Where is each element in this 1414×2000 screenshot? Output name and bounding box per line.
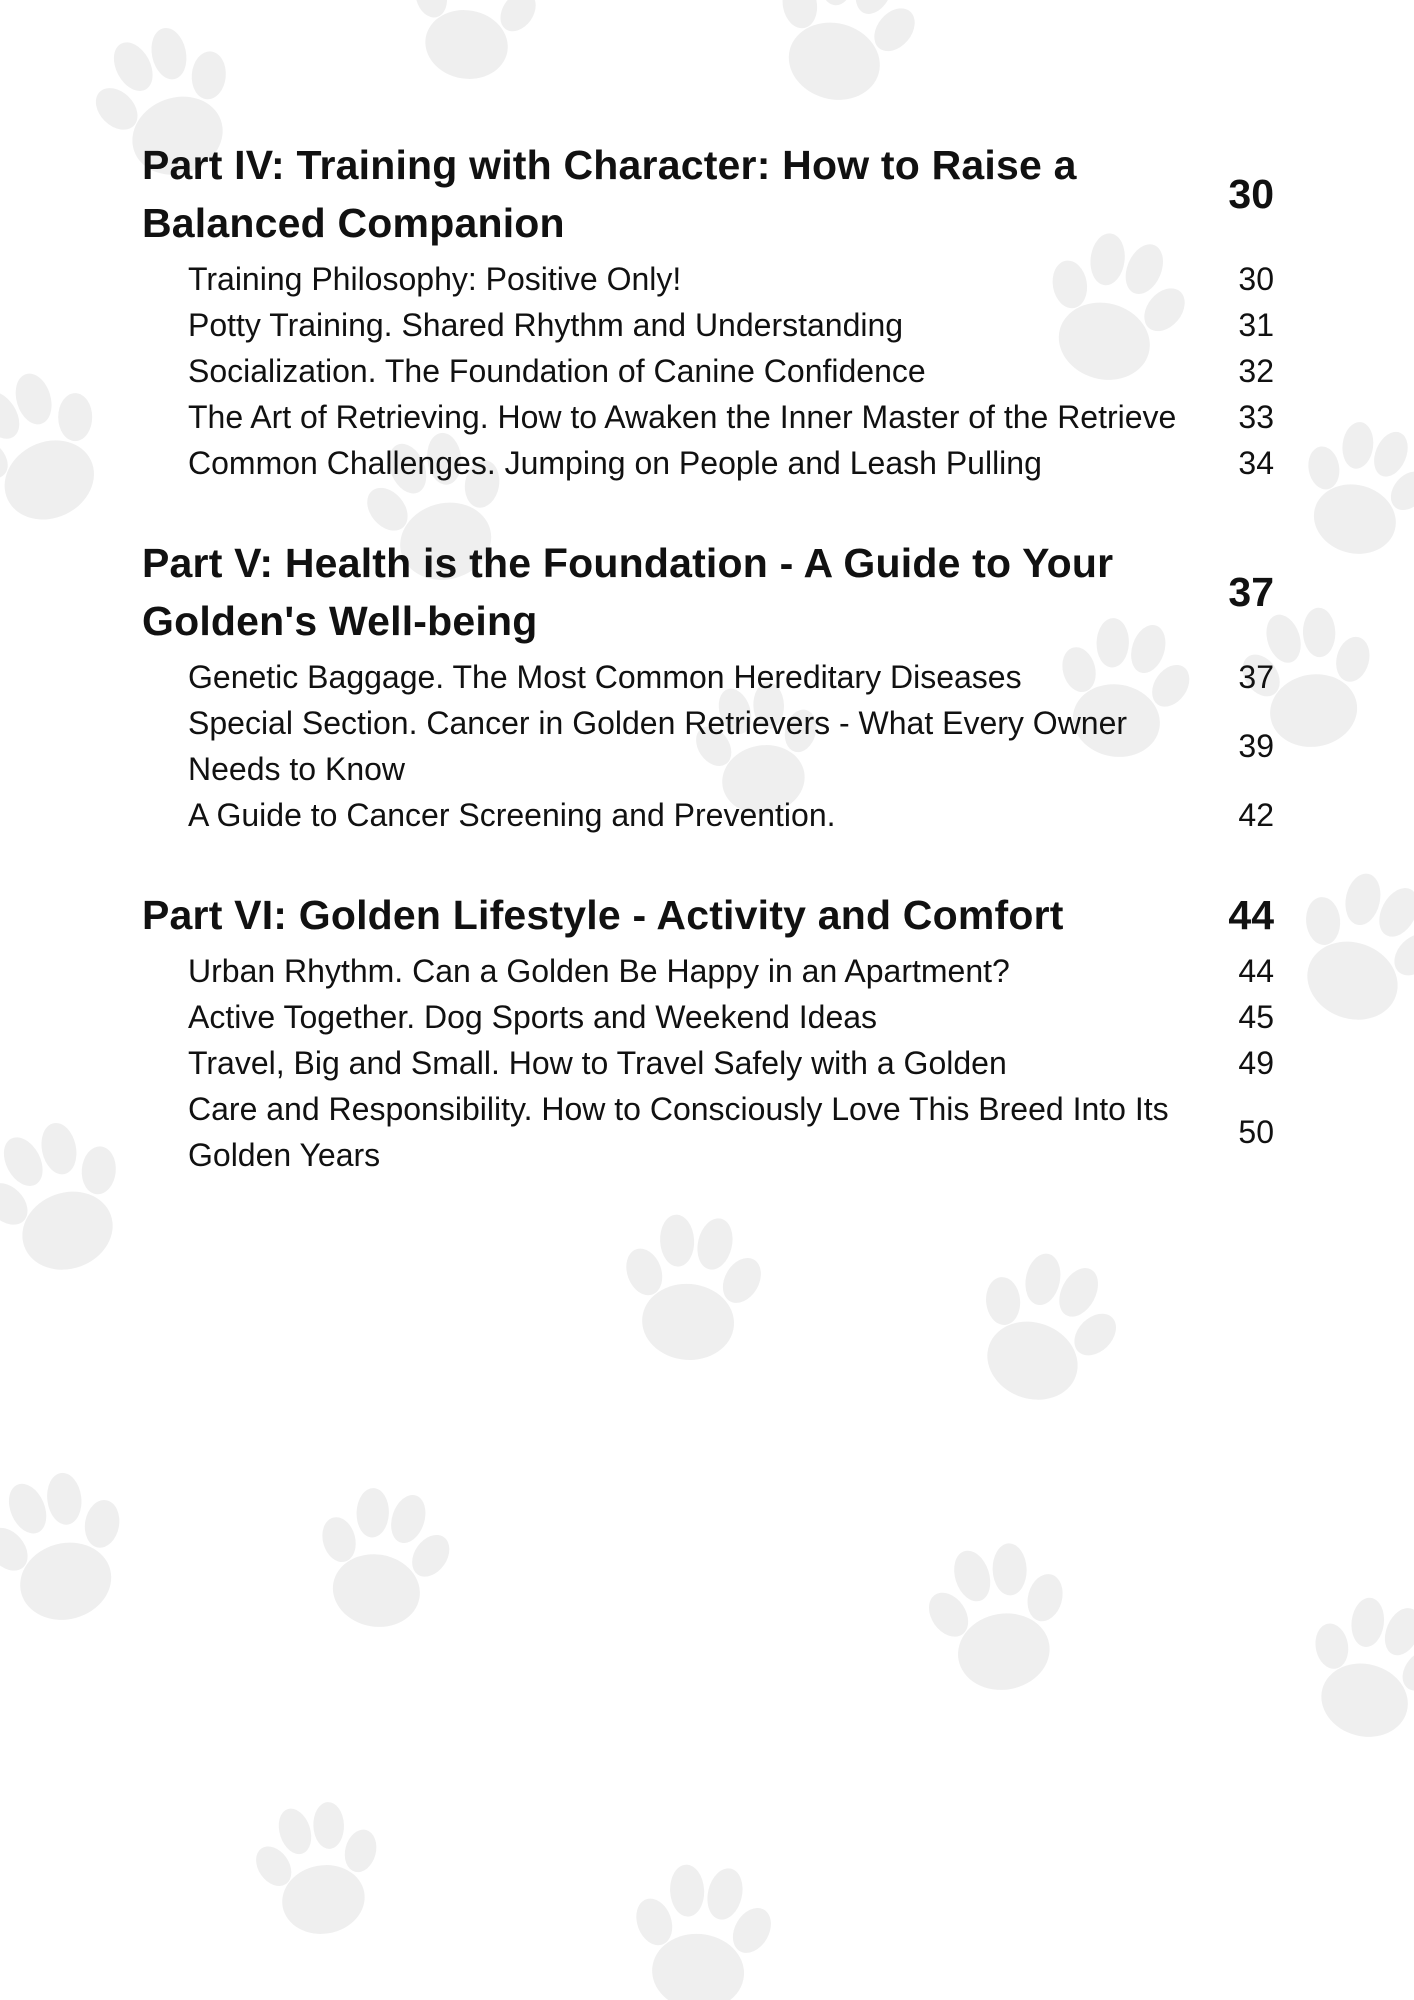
entry-title: The Art of Retrieving. How to Awaken the Inner Master of the Retrieve <box>188 399 1177 435</box>
toc-entry[interactable] <box>142 994 1274 1040</box>
toc-entry[interactable] <box>142 256 1274 302</box>
part-header[interactable] <box>142 136 1274 252</box>
toc-entry[interactable] <box>142 302 1274 348</box>
part-page-number: 44 <box>1228 892 1274 938</box>
toc-entry[interactable] <box>142 792 1274 838</box>
paw-print-icon <box>950 1234 1140 1422</box>
entry-page-number: 32 <box>1238 353 1274 389</box>
toc-part <box>142 534 1274 838</box>
entry-page-number: 30 <box>1238 261 1274 297</box>
entry-page-number: 44 <box>1238 953 1274 989</box>
paw-print-icon <box>1270 854 1414 1042</box>
toc-entry[interactable] <box>142 394 1274 440</box>
entry-title: Active Together. Dog Sports and Weekend Ideas <box>188 999 878 1035</box>
entry-title: Care and Responsibility. How to Consciously Love This Breed Into Its Golden Years <box>188 1091 1169 1173</box>
toc-entry[interactable] <box>142 948 1274 994</box>
paw-print-icon <box>0 1457 149 1637</box>
entry-title: Socialization. The Foundation of Canine Confidence <box>188 353 926 389</box>
entry-page-number: 39 <box>1238 728 1274 764</box>
entry-page-number: 37 <box>1238 659 1274 695</box>
entry-page-number: 49 <box>1238 1045 1274 1081</box>
entry-title: Training Philosophy: Positive Only! <box>188 261 682 297</box>
paw-print-icon <box>753 0 935 118</box>
part-page-number: 37 <box>1228 569 1274 615</box>
toc-entry[interactable] <box>142 654 1274 700</box>
toc-entry[interactable] <box>142 348 1274 394</box>
entry-title: A Guide to Cancer Screening and Prevention. <box>188 797 836 833</box>
part-header[interactable] <box>142 886 1274 944</box>
paw-print-icon <box>241 1792 396 1945</box>
entry-title: Potty Training. Shared Rhythm and Understanding <box>188 307 904 343</box>
paw-print-icon <box>612 1208 773 1367</box>
toc-entry[interactable] <box>142 700 1274 792</box>
part-title: Part IV: Training with Character: How to Raise a Balanced Companion <box>142 142 1077 246</box>
entry-page-number: 50 <box>1238 1114 1274 1150</box>
entry-page-number: 42 <box>1238 797 1274 833</box>
entry-title: Urban Rhythm. Can a Golden Be Happy in an Apartment? <box>188 953 1010 989</box>
entry-title: Travel, Big and Small. How to Travel Safely with a Golden <box>188 1045 1007 1081</box>
entry-page-number: 45 <box>1238 999 1274 1035</box>
paw-print-icon <box>0 350 134 545</box>
toc-part <box>142 136 1274 486</box>
toc-part <box>142 886 1274 1178</box>
entry-page-number: 31 <box>1238 307 1274 343</box>
paw-print-icon <box>0 1103 152 1291</box>
paw-print-icon <box>913 1532 1085 1702</box>
paw-print-icon <box>1282 408 1414 570</box>
toc-entry[interactable] <box>142 1086 1274 1178</box>
paw-print-icon <box>301 1477 465 1638</box>
part-header[interactable] <box>142 534 1274 650</box>
entry-title: Common Challenges. Jumping on People and Leash Pulling <box>188 445 1042 481</box>
paw-print-icon <box>1288 1583 1414 1754</box>
part-page-number: 30 <box>1228 171 1274 217</box>
entry-title: Special Section. Cancer in Golden Retrievers - What Every Owner Needs to Know <box>188 705 1128 787</box>
entry-page-number: 33 <box>1238 399 1274 435</box>
toc-entry[interactable] <box>142 1040 1274 1086</box>
paw-print-icon <box>395 0 550 90</box>
entry-page-number: 34 <box>1238 445 1274 481</box>
toc-entry[interactable] <box>142 440 1274 486</box>
entry-title: Genetic Baggage. The Most Common Hereditary Diseases <box>188 659 1022 695</box>
part-title: Part VI: Golden Lifestyle - Activity and Comfort <box>142 892 1064 938</box>
part-title: Part V: Health is the Foundation - A Guide to Your Golden's Well-being <box>142 540 1114 644</box>
paw-print-icon <box>622 1858 783 2000</box>
table-of-contents <box>142 136 1274 1226</box>
